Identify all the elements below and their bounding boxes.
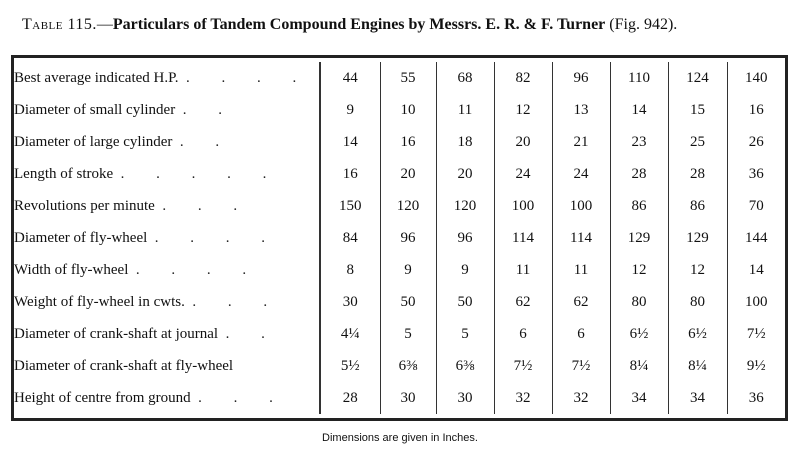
value-cell: 9 bbox=[436, 254, 494, 286]
value-cell: 129 bbox=[668, 222, 727, 254]
table-row bbox=[14, 62, 785, 94]
value-cell: 12 bbox=[610, 254, 668, 286]
row-label-cell bbox=[14, 286, 320, 318]
table-row bbox=[14, 94, 785, 126]
leader-dots: . . bbox=[179, 133, 234, 150]
value-cell: 32 bbox=[494, 382, 552, 414]
value-cell: 84 bbox=[320, 222, 380, 254]
value-cell: 70 bbox=[727, 190, 785, 222]
row-label-cell bbox=[14, 350, 320, 382]
row-label: Diameter of crank-shaft at fly-wheel bbox=[14, 357, 234, 374]
value-cell: 32 bbox=[552, 382, 610, 414]
value-cell: 9½ bbox=[727, 350, 785, 382]
row-label: Diameter of small cylinder bbox=[14, 101, 176, 118]
engine-particulars-table bbox=[14, 62, 785, 414]
table-title bbox=[22, 16, 792, 34]
table-row bbox=[14, 158, 785, 190]
value-cell: 8¼ bbox=[668, 350, 727, 382]
value-cell: 36 bbox=[727, 382, 785, 414]
row-label-cell bbox=[14, 318, 320, 350]
value-cell: 110 bbox=[610, 62, 668, 94]
value-cell: 26 bbox=[727, 126, 785, 158]
title-dash: — bbox=[96, 16, 113, 33]
table-row bbox=[14, 254, 785, 286]
value-cell: 8 bbox=[320, 254, 380, 286]
row-label-cell bbox=[14, 382, 320, 414]
value-cell: 50 bbox=[380, 286, 436, 318]
leader-dots: . . . bbox=[162, 197, 252, 214]
row-label-cell bbox=[14, 222, 320, 254]
value-cell: 140 bbox=[727, 62, 785, 94]
value-cell: 114 bbox=[552, 222, 610, 254]
value-cell: 13 bbox=[552, 94, 610, 126]
value-cell: 6⅜ bbox=[436, 350, 494, 382]
value-cell: 30 bbox=[436, 382, 494, 414]
value-cell: 11 bbox=[552, 254, 610, 286]
value-cell: 100 bbox=[494, 190, 552, 222]
value-cell: 82 bbox=[494, 62, 552, 94]
value-cell: 6 bbox=[494, 318, 552, 350]
table-caption: Dimensions are given in Inches. bbox=[322, 432, 478, 444]
leader-dots: . . bbox=[182, 101, 236, 118]
value-cell: 62 bbox=[494, 286, 552, 318]
table-number: Table 115. bbox=[22, 16, 97, 33]
value-cell: 18 bbox=[436, 126, 494, 158]
row-label-cell bbox=[14, 158, 320, 190]
row-label-cell bbox=[14, 126, 320, 158]
table-heading: Particulars of Tandem Compound Engines by Messrs. E. R. & F. Turner bbox=[112, 16, 606, 33]
value-cell: 6½ bbox=[668, 318, 727, 350]
figure-reference: (Fig. 942). bbox=[605, 16, 678, 33]
value-cell: 20 bbox=[436, 158, 494, 190]
value-cell: 5 bbox=[436, 318, 494, 350]
value-cell: 10 bbox=[380, 94, 436, 126]
value-cell: 96 bbox=[380, 222, 436, 254]
table-row bbox=[14, 190, 785, 222]
value-cell: 100 bbox=[552, 190, 610, 222]
value-cell: 96 bbox=[552, 62, 610, 94]
row-label: Length of stroke bbox=[14, 165, 114, 182]
value-cell: 11 bbox=[436, 94, 494, 126]
value-cell: 150 bbox=[320, 190, 380, 222]
value-cell: 55 bbox=[380, 62, 436, 94]
value-cell: 8¼ bbox=[610, 350, 668, 382]
leader-dots: . . . . . bbox=[120, 165, 281, 182]
value-cell: 6⅜ bbox=[380, 350, 436, 382]
table-row bbox=[14, 222, 785, 254]
row-label: Width of fly-wheel bbox=[14, 261, 129, 278]
value-cell: 25 bbox=[668, 126, 727, 158]
row-label-cell bbox=[14, 254, 320, 286]
value-cell: 9 bbox=[320, 94, 380, 126]
value-cell: 7½ bbox=[552, 350, 610, 382]
value-cell: 100 bbox=[727, 286, 785, 318]
value-cell: 28 bbox=[668, 158, 727, 190]
value-cell: 14 bbox=[320, 126, 380, 158]
value-cell: 7½ bbox=[727, 318, 785, 350]
value-cell: 11 bbox=[494, 254, 552, 286]
leader-dots: . . . . bbox=[135, 261, 261, 278]
value-cell: 5 bbox=[380, 318, 436, 350]
leader-dots: . . . bbox=[192, 293, 282, 310]
value-cell: 12 bbox=[494, 94, 552, 126]
value-cell: 144 bbox=[727, 222, 785, 254]
table-row bbox=[14, 350, 785, 382]
value-cell: 30 bbox=[320, 286, 380, 318]
value-cell: 50 bbox=[436, 286, 494, 318]
table-row bbox=[14, 286, 785, 318]
value-cell: 16 bbox=[380, 126, 436, 158]
table-row bbox=[14, 318, 785, 350]
value-cell: 20 bbox=[380, 158, 436, 190]
value-cell: 124 bbox=[668, 62, 727, 94]
row-label: Best average indicated H.P. bbox=[14, 69, 179, 86]
value-cell: 30 bbox=[380, 382, 436, 414]
value-cell: 16 bbox=[320, 158, 380, 190]
row-label-cell bbox=[14, 62, 320, 94]
value-cell: 9 bbox=[380, 254, 436, 286]
row-label-cell bbox=[14, 94, 320, 126]
value-cell: 86 bbox=[610, 190, 668, 222]
value-cell: 5½ bbox=[320, 350, 380, 382]
value-cell: 129 bbox=[610, 222, 668, 254]
leader-dots: . . . bbox=[198, 389, 287, 406]
value-cell: 80 bbox=[668, 286, 727, 318]
table-frame bbox=[11, 55, 788, 421]
value-cell: 24 bbox=[494, 158, 552, 190]
leader-dots: . . . . bbox=[154, 229, 280, 246]
value-cell: 114 bbox=[494, 222, 552, 254]
leader-dots: . . . . bbox=[186, 69, 311, 86]
row-label-cell bbox=[14, 190, 320, 222]
value-cell: 120 bbox=[380, 190, 436, 222]
leader-dots: . . bbox=[225, 325, 279, 342]
table-row bbox=[14, 382, 785, 414]
value-cell: 28 bbox=[610, 158, 668, 190]
value-cell: 12 bbox=[668, 254, 727, 286]
value-cell: 14 bbox=[727, 254, 785, 286]
value-cell: 80 bbox=[610, 286, 668, 318]
value-cell: 34 bbox=[668, 382, 727, 414]
value-cell: 24 bbox=[552, 158, 610, 190]
value-cell: 120 bbox=[436, 190, 494, 222]
value-cell: 6 bbox=[552, 318, 610, 350]
row-label: Diameter of fly-wheel bbox=[14, 229, 148, 246]
value-cell: 68 bbox=[436, 62, 494, 94]
table-row bbox=[14, 126, 785, 158]
value-cell: 62 bbox=[552, 286, 610, 318]
row-label: Height of centre from ground bbox=[14, 389, 191, 406]
row-label: Weight of fly-wheel in cwts. bbox=[14, 293, 185, 310]
value-cell: 23 bbox=[610, 126, 668, 158]
row-label: Revolutions per minute bbox=[14, 197, 155, 214]
value-cell: 28 bbox=[320, 382, 380, 414]
value-cell: 15 bbox=[668, 94, 727, 126]
value-cell: 34 bbox=[610, 382, 668, 414]
row-label: Diameter of large cylinder bbox=[14, 133, 173, 150]
value-cell: 16 bbox=[727, 94, 785, 126]
value-cell: 20 bbox=[494, 126, 552, 158]
value-cell: 36 bbox=[727, 158, 785, 190]
value-cell: 6½ bbox=[610, 318, 668, 350]
value-cell: 4¼ bbox=[320, 318, 380, 350]
row-label: Diameter of crank-shaft at journal bbox=[14, 325, 219, 342]
value-cell: 21 bbox=[552, 126, 610, 158]
value-cell: 14 bbox=[610, 94, 668, 126]
value-cell: 96 bbox=[436, 222, 494, 254]
value-cell: 86 bbox=[668, 190, 727, 222]
value-cell: 7½ bbox=[494, 350, 552, 382]
value-cell: 44 bbox=[320, 62, 380, 94]
